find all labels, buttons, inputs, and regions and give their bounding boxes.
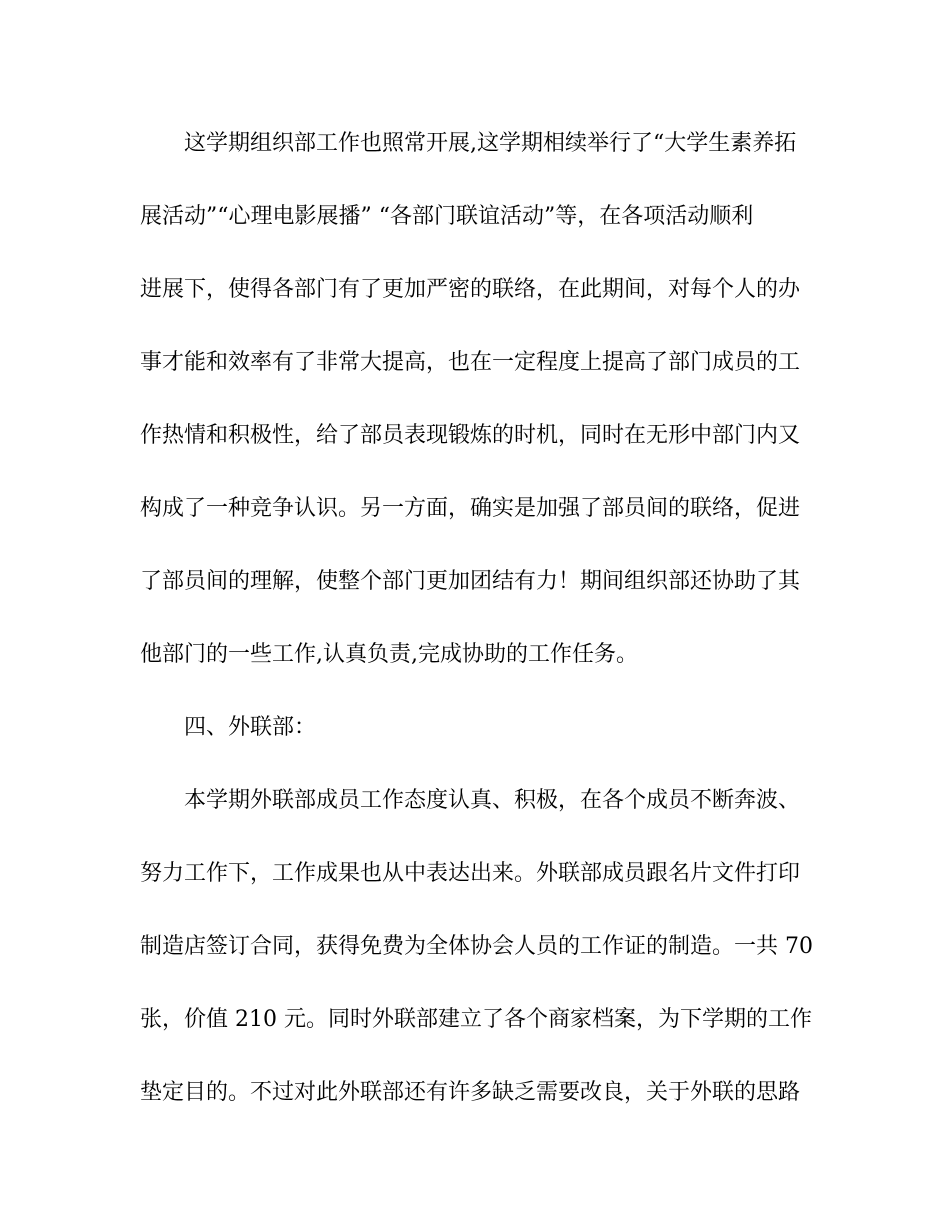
paragraph-line: 努力工作下，工作成果也从中表达出来。外联部成员跟名片文件打印 [140, 861, 801, 886]
paragraph-line: 张，价值 210 元。同时外联部建立了各个商家档案，为下学期的工作 [140, 1007, 812, 1032]
paragraph-line: 了部员间的理解，使整个部门更加团结有力！期间组织部还协助了其 [140, 569, 801, 594]
paragraph-line: 制造店签订合同，获得免费为全体协会人员的工作证的制造。一共 70 [140, 934, 813, 959]
section-heading: 四、外联部： [184, 715, 317, 740]
paragraph-line: 垫定目的。不过对此外联部还有许多缺乏需要改良，关于外联的思路 [140, 1080, 801, 1105]
paragraph-line: 事才能和效率有了非常大提高，也在一定程度上提高了部门成员的工 [140, 350, 801, 375]
paragraph-line: 本学期外联部成员工作态度认真、积极，在各个成员不断奔波、 [184, 788, 801, 813]
paragraph-line: 展活动”“心理电影展播” “各部门联谊活动”等，在各项活动顺利 [140, 204, 754, 229]
paragraph-line: 这学期组织部工作也照常开展,这学期相续举行了“大学生素养拓 [184, 131, 797, 156]
paragraph-line: 作热情和积极性，给了部员表现锻炼的时机，同时在无形中部门内又 [140, 423, 801, 448]
paragraph-line: 他部门的一些工作,认真负责,完成协助的工作任务。 [140, 642, 638, 667]
paragraph-line: 进展下，使得各部门有了更加严密的联络，在此期间，对每个人的办 [140, 277, 801, 302]
paragraph-line: 构成了一种竞争认识。另一方面，确实是加强了部员间的联络，促进 [140, 496, 801, 521]
